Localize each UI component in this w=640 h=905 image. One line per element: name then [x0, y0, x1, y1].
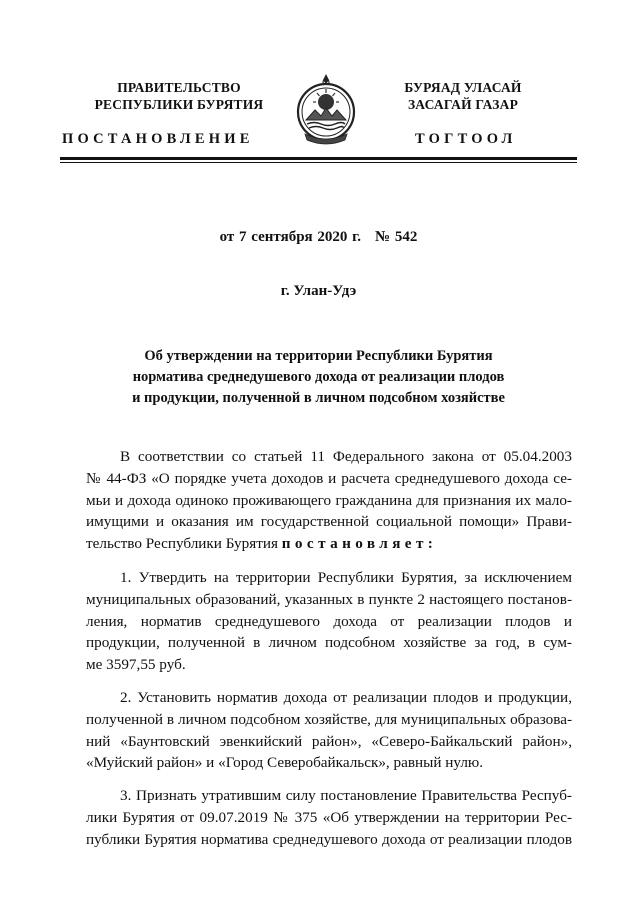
document-title-line: норматива среднедушевого дохода от реализации плодов — [132, 369, 505, 385]
coat-of-arms-icon — [295, 72, 357, 146]
resolution-keyword: постановляет: — [281, 535, 438, 553]
org-name-line: РЕСПУБЛИКИ БУРЯТИЯ — [94, 97, 264, 112]
header-divider-thin — [60, 162, 577, 163]
document-title-line: Об утверждении на территории Республики Бурятия — [144, 348, 493, 364]
text-line: «Муйский район» и «Город Северобайкальск», равный нулю. — [86, 754, 484, 772]
text-line-prefix: тельство Республики Бурятия — [86, 535, 282, 553]
org-name-line: БУРЯАД УЛАСАЙ — [404, 80, 522, 95]
org-name-russian — [84, 79, 274, 113]
paragraph-item-2 — [86, 687, 572, 774]
paragraph-item-1 — [86, 567, 572, 676]
document-date: от 7 сентября 2020 г. — [219, 229, 362, 245]
org-name-line: ПРАВИТЕЛЬСТВО — [117, 80, 241, 95]
text-line: муниципальных образований, указанных в пункте 2 настоящего постанов- — [86, 590, 572, 608]
doc-type-buryat: ТОГТООЛ — [415, 131, 517, 147]
text-line: 3. Признать утратившим силу постановление Правительства Респуб- — [120, 787, 572, 804]
text-line: ний «Баунтовский эвенкийский район», «Северо-Байкальский район», — [86, 732, 572, 750]
text-line: 1. Утвердить на территории Республики Бурятия, за исключением — [120, 569, 572, 586]
text-line: лики Бурятия от 09.07.2019 № 375 «Об утверждении на территории Рес- — [86, 808, 572, 826]
paragraph-intro — [86, 446, 572, 555]
document-city: г. Улан-Удэ — [280, 283, 357, 299]
text-line — [86, 533, 572, 555]
text-line: В соответствии со статьей 11 Федерального закона от 05.04.2003 — [120, 448, 572, 465]
text-line: публики Бурятия норматива среднедушевого дохода от реализации плодов — [86, 830, 572, 848]
text-line: продукции, полученной в личном подсобном хозяйстве за год, в сум- — [86, 634, 572, 652]
text-line: полученной в личном подсобном хозяйстве, для муниципальных образова- — [86, 710, 572, 728]
text-line: имущими и оказания им государственной социальной помощи» Прави- — [86, 513, 572, 531]
document-number: № 542 — [375, 229, 418, 245]
org-name-buryat — [388, 79, 538, 113]
document-title-line: и продукции, полученной в личном подсобном хозяйстве — [132, 390, 505, 406]
text-line: ме 3597,55 руб. — [86, 656, 186, 674]
text-line: мьи и дохода одиноко проживающего гражданина для признания их мало- — [86, 491, 572, 509]
text-line: 2. Установить норматив дохода от реализации плодов и продукции, — [120, 689, 572, 706]
text-line: № 44-ФЗ «О порядке учета доходов и расчета среднедушевого дохода се- — [86, 469, 572, 487]
header-divider-thick — [60, 157, 577, 160]
doc-type-russian: ПОСТАНОВЛЕНИЕ — [62, 131, 254, 147]
date-number-line — [60, 229, 577, 246]
paragraph-item-3 — [86, 785, 572, 850]
org-name-line: ЗАСАГАЙ ГАЗАР — [407, 97, 519, 112]
text-line: ления, норматив среднедушевого дохода от реализации плодов и — [86, 612, 572, 630]
